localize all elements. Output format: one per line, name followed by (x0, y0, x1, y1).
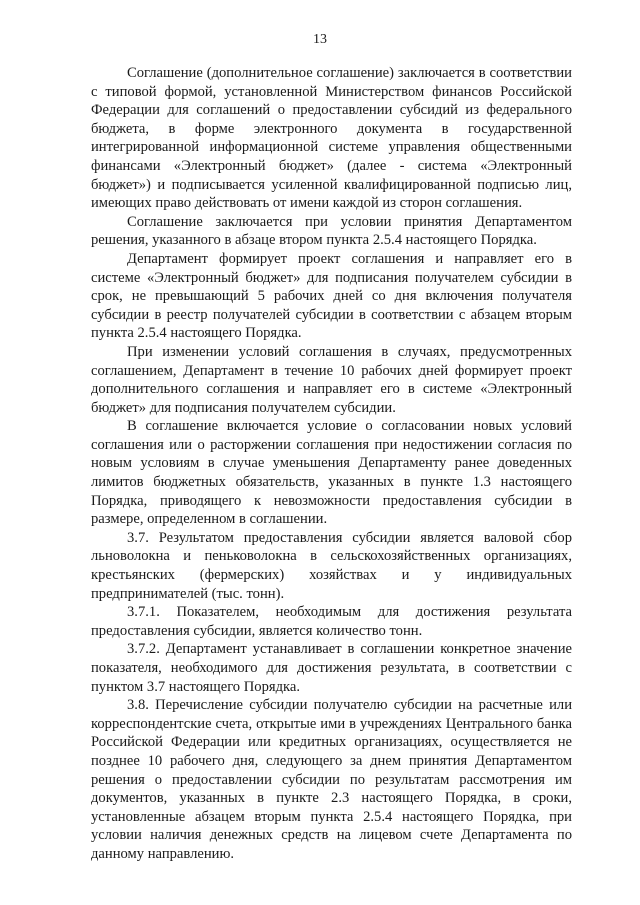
page-number: 13 (313, 32, 327, 47)
paragraph-3-7-2-indicator-value: 3.7.2. Департамент устанавливает в соглашении конкретное значение показателя, необходимого для достижения результата, в соответствии с пунктом 3.7 настоящего Порядка. (91, 641, 572, 695)
document-body (91, 64, 572, 864)
paragraph-3-7-1-indicator: 3.7.1. Показателем, необходимым для достижения результата предоставления субсидии, является количество тонн. (91, 604, 572, 639)
paragraph-agreement-changes: При изменении условий соглашения в случаях, предусмотренных соглашением, Департамент в течение 10 рабочих дней формирует проект дополнительного соглашения и направляет его в системе «Электронный бюджет» для подписания получателем субсидии. (91, 343, 572, 416)
paragraph-3-8-transfer: 3.8. Перечисление субсидии получателю субсидии на расчетные или корреспондентские счета, открытые ими в учреждениях Центрального банка Российской Федерации или кредитных организациях, осуществляется не позднее 10 рабочего дня, следующего за днем принятия Департаментом решения о предоставлении субсидии по результатам рассмотрения им документов, указанных в пункте 2.3 настоящего Порядка, в сроки, установленные абзацем вторым пункта 2.5.4 настоящего Порядка, при условии наличия денежных средств на лицевом счете Департамента по данному направлению. (91, 697, 572, 862)
paragraph-agreement-draft: Департамент формирует проект соглашения и направляет его в системе «Электронный бюджет» для подписания получателем субсидии в срок, не превышающий 5 рабочих дней со дня включения получателя субсидии в реестр получателей субсидии в соответствии с абзацем вторым пункта 2.5.4 настоящего Порядка. (91, 250, 572, 342)
paragraph-3-7-result: 3.7. Результатом предоставления субсидии является валовой сбор льноволокна и пеньковолокна в сельскохозяйственных организациях, крестьянских (фермерских) хозяйствах и у индивидуальных предпринимателей (тыс. тонн). (91, 529, 572, 602)
paragraph-agreement-form: Соглашение (дополнительное соглашение) заключается в соответствии с типовой формой, установленной Министерством финансов Российской Федерации для соглашений о предоставлении субсидий из федерального бюджета, в форме электронного документа в государственной интегрированной информационной системе управления общественными финансами «Электронный бюджет» (далее - система «Электронный бюджет») и подписывается усиленной квалифицированной подписью лиц, имеющих право действовать от имени каждой из сторон соглашения. (91, 65, 572, 212)
paragraph-new-conditions: В соглашение включается условие о согласовании новых условий соглашения или о расторжении соглашения при недостижении согласия по новым условиям в случае уменьшения Департаменту ранее доведенных лимитов бюджетных обязательств, указанных в пункте 1.3 настоящего Порядка, приводящего к невозможности предоставления субсидии в размере, определенном в соглашении. (91, 418, 572, 528)
paragraph-agreement-condition: Соглашение заключается при условии принятия Департаментом решения, указанного в абзаце втором пункта 2.5.4 настоящего Порядка. (91, 213, 572, 249)
